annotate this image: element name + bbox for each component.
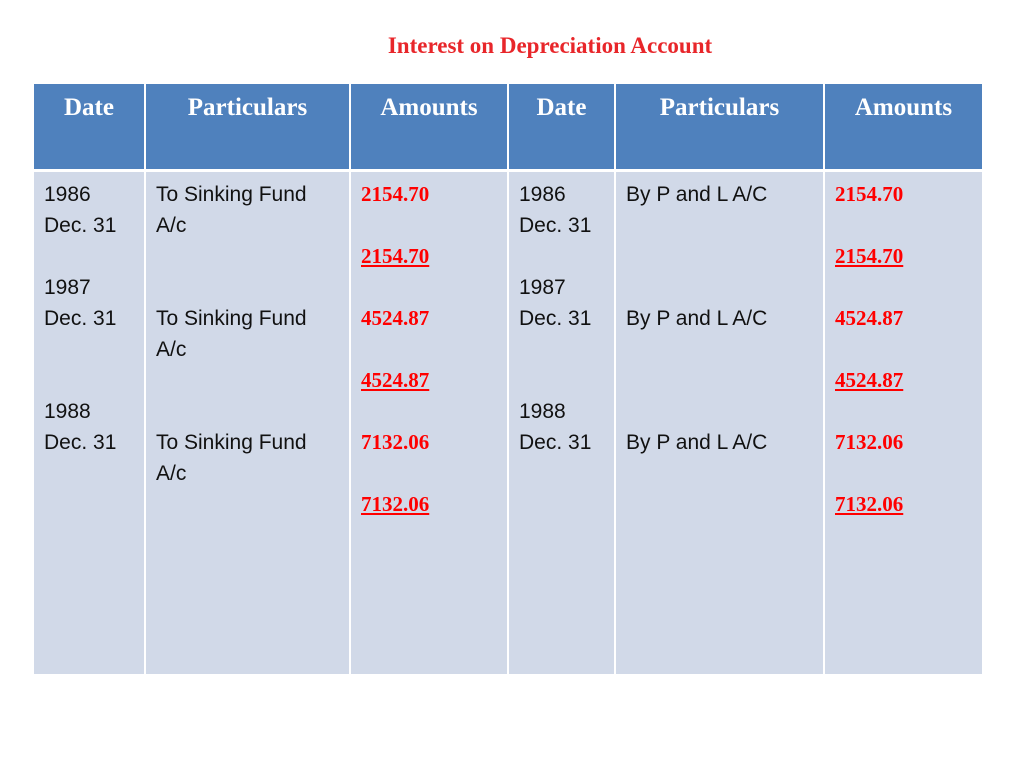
header-amounts-credit: Amounts: [824, 84, 982, 170]
debit-amounts-cell: [350, 170, 508, 674]
credit-date-day: Dec. 31: [519, 306, 592, 330]
header-particulars-credit: Particulars: [615, 84, 824, 170]
credit-amounts-cell: [824, 170, 982, 674]
header-date-debit: Date: [34, 84, 145, 170]
credit-date-cell: [508, 170, 615, 674]
debit-particular: A/c: [156, 337, 187, 361]
debit-date-day: Dec. 31: [44, 306, 117, 330]
debit-particular: To Sinking Fund: [156, 306, 307, 330]
debit-particulars-cell: [145, 170, 350, 674]
debit-date-day: Dec. 31: [44, 213, 117, 237]
credit-amount-total: 4524.87: [835, 367, 904, 392]
debit-date-year: 1987: [44, 275, 91, 299]
debit-particular: To Sinking Fund: [156, 430, 307, 454]
credit-amount: 2154.70: [835, 181, 904, 206]
header-amounts-debit: Amounts: [350, 84, 508, 170]
debit-date-cell: [34, 170, 145, 674]
credit-amount: 7132.06: [835, 429, 904, 454]
debit-amount-total: 2154.70: [361, 243, 430, 268]
credit-particular: By P and L A/C: [626, 182, 768, 206]
credit-date-year: 1986: [519, 182, 566, 206]
debit-amount-total: 7132.06: [361, 491, 430, 516]
header-particulars-debit: Particulars: [145, 84, 350, 170]
debit-date-day: Dec. 31: [44, 430, 117, 454]
debit-date-year: 1988: [44, 399, 91, 423]
header-row: [34, 84, 982, 170]
credit-date-day: Dec. 31: [519, 213, 592, 237]
credit-amount: 4524.87: [835, 305, 904, 330]
page-title: Interest on Depreciation Account: [387, 33, 713, 58]
debit-amount: 4524.87: [361, 305, 430, 330]
credit-particular: By P and L A/C: [626, 306, 768, 330]
credit-date-year: 1988: [519, 399, 566, 423]
credit-date-day: Dec. 31: [519, 430, 592, 454]
debit-particular: To Sinking Fund: [156, 182, 307, 206]
debit-date-year: 1986: [44, 182, 91, 206]
debit-particular: A/c: [156, 213, 187, 237]
debit-amount: 7132.06: [361, 429, 430, 454]
credit-particulars-cell: [615, 170, 824, 674]
credit-date-year: 1987: [519, 275, 566, 299]
credit-amount-total: 7132.06: [835, 491, 904, 516]
header-date-credit: Date: [508, 84, 615, 170]
debit-amount-total: 4524.87: [361, 367, 430, 392]
credit-amount-total: 2154.70: [835, 243, 904, 268]
ledger-table: [34, 84, 982, 674]
table-row: [34, 170, 982, 674]
credit-particular: By P and L A/C: [626, 430, 768, 454]
debit-particular: A/c: [156, 461, 187, 485]
debit-amount: 2154.70: [361, 181, 430, 206]
